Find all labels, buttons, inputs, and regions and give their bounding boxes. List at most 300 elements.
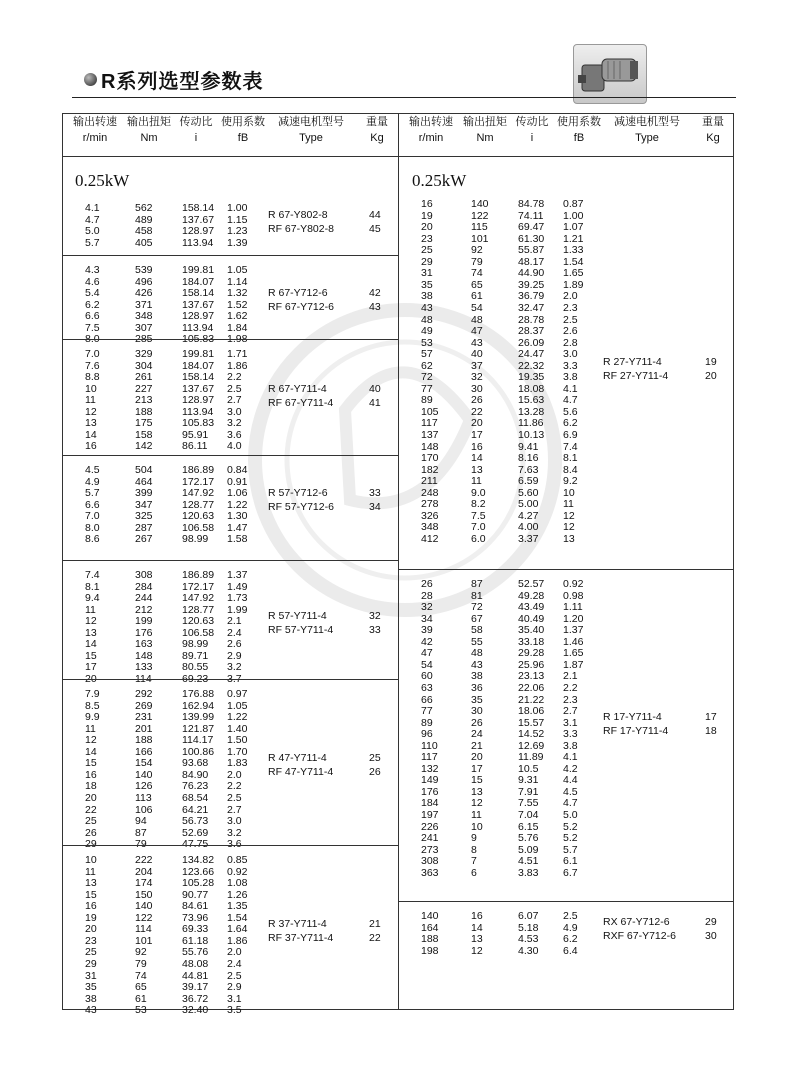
selection-table (62, 113, 734, 1017)
ratio-cell: 44.81 (182, 969, 209, 982)
right-header (399, 114, 733, 157)
table-row (399, 487, 733, 499)
torque-cell: 150 (135, 888, 153, 901)
page-title (84, 66, 263, 92)
torque-cell: 26 (471, 394, 483, 407)
speed-cell: 39 (421, 624, 433, 637)
torque-cell: 304 (135, 359, 153, 372)
speed-cell: 26 (421, 578, 433, 590)
torque-cell: 13 (471, 785, 483, 798)
torque-cell: 212 (135, 603, 153, 616)
torque-cell: 14 (471, 921, 483, 934)
torque-cell: 14 (471, 452, 483, 465)
table-row (63, 287, 398, 299)
ratio-cell: 69.33 (182, 923, 209, 936)
factor-cell: 2.0 (227, 768, 242, 781)
speed-cell: 11 (85, 722, 96, 735)
torque-cell: 7.0 (471, 521, 486, 534)
factor-cell: 7.4 (563, 440, 578, 453)
table-row (63, 734, 398, 746)
speed-cell: 13 (85, 417, 97, 430)
torque-cell: 464 (135, 475, 153, 488)
motor-weight: 29 (705, 916, 717, 929)
header-weight: 重量 Kg (366, 116, 388, 144)
factor-cell: 3.6 (227, 428, 242, 441)
factor-cell: 2.6 (227, 638, 242, 651)
speed-cell: 15 (85, 649, 97, 662)
speed-cell: 20 (421, 221, 433, 234)
factor-cell: 1.22 (227, 498, 248, 511)
factor-cell: 3.6 (227, 838, 242, 851)
speed-cell: 16 (85, 900, 97, 913)
speed-cell: 140 (421, 910, 439, 922)
table-row (399, 647, 733, 659)
torque-cell: 426 (135, 287, 153, 300)
speed-cell: 164 (421, 921, 439, 934)
speed-cell: 7.0 (85, 510, 100, 523)
ratio-cell: 18.06 (518, 705, 545, 718)
speed-cell: 13 (85, 877, 97, 890)
table-row (399, 464, 733, 476)
speed-cell: 22 (85, 803, 97, 816)
ratio-cell: 55.76 (182, 946, 209, 959)
torque-cell: 74 (135, 969, 147, 982)
speed-cell: 5.0 (85, 225, 100, 238)
factor-cell: 2.4 (227, 957, 242, 970)
motor-weight: 18 (705, 725, 717, 738)
table-row (399, 383, 733, 395)
motor-weight: 21 (369, 917, 381, 930)
table-row (63, 383, 398, 395)
factor-cell: 1.65 (563, 267, 584, 280)
speed-cell: 25 (85, 946, 97, 959)
speed-cell: 6.6 (85, 310, 100, 323)
torque-cell: 231 (135, 711, 153, 724)
ratio-cell: 9.31 (518, 774, 539, 787)
speed-cell: 25 (421, 244, 433, 257)
factor-cell: 1.46 (563, 635, 584, 648)
factor-cell: 1.71 (227, 348, 248, 360)
ratio-cell: 48.08 (182, 957, 209, 970)
table-row (63, 360, 398, 372)
torque-cell: 308 (135, 569, 153, 581)
factor-cell: 1.23 (227, 225, 248, 238)
factor-cell: 4.2 (563, 762, 578, 775)
factor-cell: 1.65 (563, 647, 584, 660)
ratio-cell: 13.28 (518, 405, 545, 418)
torque-cell: 11 (471, 809, 482, 821)
ratio-cell: 22.32 (518, 359, 545, 372)
ratio-cell: 39.17 (182, 981, 209, 994)
factor-cell: 1.32 (227, 287, 248, 300)
motor-weight: 44 (369, 209, 381, 222)
header-speed: 输出转速 r/min (73, 116, 117, 144)
ratio-cell: 199.81 (182, 264, 215, 276)
factor-cell: 3.8 (563, 739, 578, 752)
speed-cell: 66 (421, 693, 433, 706)
table-row (63, 276, 398, 288)
ratio-cell: 128.97 (182, 394, 215, 407)
table-row (399, 290, 733, 302)
speed-cell: 6.6 (85, 498, 100, 511)
factor-cell: 1.37 (563, 624, 584, 637)
ratio-cell: 40.49 (518, 612, 545, 625)
table-row (399, 325, 733, 337)
factor-cell: 8.1 (563, 452, 578, 465)
torque-cell: 16 (471, 910, 483, 922)
speed-cell: 148 (421, 440, 439, 453)
motor-weight: 20 (705, 370, 717, 383)
speed-cell: 176 (421, 785, 439, 798)
speed-cell: 72 (421, 371, 433, 384)
table-row (63, 429, 398, 441)
table-row (63, 581, 398, 593)
speed-cell: 4.1 (85, 202, 100, 214)
factor-cell: 1.00 (563, 209, 584, 222)
motor-weight: 42 (369, 287, 381, 300)
torque-cell: 329 (135, 348, 153, 360)
ratio-cell: 47.75 (182, 838, 209, 851)
torque-cell: 36 (471, 681, 483, 694)
table-row (399, 855, 733, 867)
motor-weight: 30 (705, 930, 717, 943)
factor-cell: 1.84 (227, 321, 248, 334)
factor-cell: 4.1 (563, 751, 578, 764)
ratio-cell: 23.13 (518, 670, 545, 683)
table-row (63, 993, 398, 1005)
speed-cell: 15 (85, 888, 97, 901)
speed-cell: 16 (421, 198, 433, 210)
factor-cell: 5.6 (563, 405, 578, 418)
factor-cell: 2.9 (227, 981, 242, 994)
ratio-cell: 29.28 (518, 647, 545, 660)
factor-cell: 1.62 (227, 310, 248, 323)
header-factor: 使用系数 fB (557, 116, 601, 144)
torque-cell: 166 (135, 745, 153, 758)
torque-cell: 67 (471, 612, 483, 625)
table-row (399, 694, 733, 706)
factor-cell: 1.54 (227, 911, 248, 924)
ratio-cell: 80.55 (182, 661, 209, 674)
speed-cell: 11 (85, 603, 96, 616)
torque-cell: 213 (135, 394, 153, 407)
factor-cell: 6.7 (563, 866, 578, 879)
ratio-cell: 76.23 (182, 780, 209, 793)
table-row (399, 267, 733, 279)
speed-cell: 11 (85, 865, 96, 878)
ratio-cell: 5.60 (518, 486, 539, 499)
factor-cell: 8.4 (563, 463, 578, 476)
factor-cell: 1.40 (227, 722, 248, 735)
ratio-cell: 158.14 (182, 287, 215, 300)
speed-cell: 110 (421, 739, 438, 752)
table-row (63, 769, 398, 781)
table-row (63, 815, 398, 827)
factor-cell: 6.2 (563, 417, 578, 430)
ratio-cell: 36.79 (518, 290, 545, 303)
table-row (63, 757, 398, 769)
speed-cell: 8.1 (85, 580, 100, 593)
table-row (63, 225, 398, 237)
speed-cell: 278 (421, 498, 439, 511)
torque-cell: 101 (135, 934, 153, 947)
speed-cell: 4.3 (85, 264, 100, 276)
header-type: 减速电机型号 Type (278, 116, 344, 144)
ratio-cell: 184.07 (182, 275, 215, 288)
torque-cell: 113 (135, 791, 152, 804)
ratio-cell: 11.86 (518, 417, 544, 430)
table-row (63, 877, 398, 889)
torque-cell: 13 (471, 463, 483, 476)
torque-cell: 126 (135, 780, 153, 793)
ratio-cell: 105.83 (182, 417, 215, 430)
table-row (399, 809, 733, 821)
ratio-cell: 147.92 (182, 487, 215, 500)
table-row (399, 521, 733, 533)
factor-cell: 1.06 (227, 487, 248, 500)
speed-cell: 14 (85, 638, 97, 651)
factor-cell: 2.1 (227, 615, 242, 628)
motor-weight: 41 (369, 396, 381, 409)
ratio-cell: 113.94 (182, 321, 214, 334)
factor-cell: 4.4 (563, 774, 578, 787)
table-row (399, 337, 733, 349)
torque-cell: 11 (471, 475, 482, 488)
factor-cell: 2.3 (563, 693, 578, 706)
factor-cell: 1.35 (227, 900, 248, 913)
speed-cell: 226 (421, 820, 439, 833)
table-row (399, 670, 733, 682)
speed-cell: 26 (85, 826, 97, 839)
ratio-cell: 98.99 (182, 533, 209, 546)
ratio-cell: 10.13 (518, 429, 545, 441)
bullet-icon (84, 73, 97, 86)
factor-cell: 2.5 (563, 910, 578, 922)
ratio-cell: 93.68 (182, 757, 209, 770)
factor-cell: 1.50 (227, 734, 248, 747)
torque-cell: 12 (471, 944, 483, 957)
ratio-cell: 98.99 (182, 638, 209, 651)
speed-cell: 5.7 (85, 487, 100, 500)
ratio-cell: 6.07 (518, 910, 539, 922)
speed-cell: 23 (421, 232, 433, 245)
table-row (399, 348, 733, 360)
speed-cell: 29 (85, 838, 97, 851)
ratio-cell: 5.76 (518, 832, 539, 845)
ratio-cell: 7.04 (518, 809, 539, 821)
table-row (63, 780, 398, 792)
factor-cell: 9.2 (563, 475, 578, 488)
speed-cell: 132 (421, 762, 439, 775)
table-row (399, 832, 733, 844)
motor-type: R 47-Y711-4 (268, 751, 327, 764)
factor-cell: 2.5 (227, 791, 242, 804)
factor-cell: 1.64 (227, 923, 248, 936)
speed-cell: 60 (421, 670, 433, 683)
motor-type: RF 17-Y711-4 (603, 725, 669, 738)
table-row (63, 981, 398, 993)
table-row (399, 751, 733, 763)
speed-cell: 28 (421, 589, 433, 602)
speed-cell: 16 (85, 768, 97, 781)
speed-cell: 363 (421, 866, 439, 879)
ratio-cell: 105.83 (182, 333, 215, 346)
motor-type: RF 67-Y802-8 (268, 223, 334, 236)
speed-cell: 10 (85, 854, 97, 866)
speed-cell: 7.5 (85, 321, 100, 334)
ratio-cell: 21.22 (518, 693, 545, 706)
table-row (399, 601, 733, 613)
speed-cell: 198 (421, 944, 439, 957)
table-row (63, 615, 398, 627)
torque-cell: 6.0 (471, 532, 486, 545)
ratio-cell: 36.72 (182, 992, 209, 1005)
ratio-cell: 25.96 (518, 658, 545, 671)
factor-cell: 2.0 (227, 946, 242, 959)
torque-cell: 222 (135, 854, 153, 866)
torque-cell: 188 (135, 734, 153, 747)
factor-cell: 1.14 (227, 275, 248, 288)
table-row (399, 705, 733, 717)
table-row (399, 198, 733, 210)
torque-cell: 114 (135, 672, 152, 685)
table-row (399, 279, 733, 291)
table-row (63, 854, 398, 866)
speed-cell: 35 (85, 981, 97, 994)
factor-cell: 2.7 (227, 803, 242, 816)
speed-cell: 89 (421, 394, 433, 407)
factor-cell: 1.87 (563, 658, 584, 671)
factor-cell: 2.7 (563, 705, 578, 718)
torque-cell: 348 (135, 310, 153, 323)
motor-weight: 19 (705, 356, 717, 369)
speed-cell: 9.9 (85, 711, 100, 724)
speed-cell: 7.4 (85, 569, 100, 581)
torque-cell: 285 (135, 333, 153, 346)
ratio-cell: 61.18 (182, 934, 209, 947)
ratio-cell: 8.16 (518, 452, 539, 465)
factor-cell: 1.00 (227, 202, 248, 214)
table-row (63, 970, 398, 982)
torque-cell: 188 (135, 405, 153, 418)
torque-cell: 174 (135, 877, 153, 890)
table-row (399, 636, 733, 648)
speed-cell: 19 (85, 911, 97, 924)
table-row (63, 900, 398, 912)
torque-cell: 7 (471, 855, 477, 868)
ratio-cell: 4.51 (518, 855, 539, 868)
factor-cell: 2.3 (563, 301, 578, 314)
factor-cell: 3.8 (563, 371, 578, 384)
ratio-cell: 120.63 (182, 615, 215, 628)
speed-cell: 47 (421, 647, 433, 660)
torque-cell: 284 (135, 580, 153, 593)
speed-cell: 14 (85, 428, 97, 441)
motor-type: RF 57-Y712-6 (268, 501, 334, 514)
factor-cell: 1.05 (227, 699, 248, 712)
factor-cell: 2.9 (227, 649, 242, 662)
ratio-cell: 55.87 (518, 244, 545, 257)
torque-cell: 261 (135, 371, 153, 384)
torque-cell: 405 (135, 236, 153, 249)
ratio-cell: 35.40 (518, 624, 545, 637)
factor-cell: 3.3 (563, 728, 578, 741)
speed-cell: 10 (85, 382, 97, 395)
speed-cell: 12 (85, 405, 97, 418)
table-row (63, 935, 398, 947)
factor-cell: 0.98 (563, 589, 584, 602)
table-row (399, 417, 733, 429)
factor-cell: 12 (563, 509, 575, 522)
factor-cell: 0.87 (563, 198, 584, 210)
table-row (399, 406, 733, 418)
ratio-cell: 89.71 (182, 649, 209, 662)
torque-cell: 16 (471, 440, 483, 453)
table-row (399, 728, 733, 740)
factor-cell: 1.52 (227, 298, 248, 311)
torque-cell: 399 (135, 487, 153, 500)
torque-cell: 140 (135, 900, 153, 913)
speed-cell: 14 (85, 745, 97, 758)
speed-cell: 20 (85, 672, 97, 685)
table-row (399, 867, 733, 879)
speed-cell: 105 (421, 405, 439, 418)
factor-cell: 0.92 (563, 578, 584, 590)
torque-cell: 48 (471, 313, 483, 326)
torque-cell: 87 (135, 826, 147, 839)
speed-cell: 8.8 (85, 371, 100, 384)
table-row (63, 827, 398, 839)
table-row (63, 371, 398, 383)
motor-type: RF 47-Y711-4 (268, 765, 334, 778)
table-row (399, 221, 733, 233)
motor-type: RXF 67-Y712-6 (603, 930, 676, 943)
ratio-cell: 134.82 (182, 854, 215, 866)
table-row (63, 348, 398, 360)
speed-cell: 4.6 (85, 275, 100, 288)
ratio-cell: 84.61 (182, 900, 209, 913)
motor-weight: 32 (369, 609, 381, 622)
ratio-cell: 68.54 (182, 791, 209, 804)
motor-type: R 67-Y802-8 (268, 209, 328, 222)
torque-cell: 148 (135, 649, 153, 662)
ratio-cell: 69.47 (518, 221, 545, 234)
speed-cell: 170 (421, 452, 439, 465)
factor-cell: 1.20 (563, 612, 584, 625)
ratio-cell: 137.67 (182, 382, 215, 395)
speed-cell: 8.5 (85, 699, 100, 712)
torque-cell: 6 (471, 866, 477, 879)
torque-cell: 140 (135, 768, 153, 781)
motor-type: R 57-Y712-6 (268, 487, 328, 500)
factor-cell: 4.1 (563, 382, 578, 395)
speed-cell: 48 (421, 313, 433, 326)
speed-cell: 6.2 (85, 298, 100, 311)
table-row (63, 661, 398, 673)
speed-cell: 188 (421, 933, 439, 946)
torque-cell: 8.2 (471, 498, 486, 511)
torque-cell: 175 (135, 417, 153, 430)
ratio-cell: 128.77 (182, 498, 215, 511)
torque-cell: 140 (471, 198, 489, 210)
model-group (63, 679, 398, 851)
table-row (63, 866, 398, 878)
speed-cell: 96 (421, 728, 433, 741)
torque-cell: 13 (471, 933, 483, 946)
table-row (399, 498, 733, 510)
torque-cell: 35 (471, 693, 483, 706)
ratio-cell: 10.5 (518, 762, 539, 775)
